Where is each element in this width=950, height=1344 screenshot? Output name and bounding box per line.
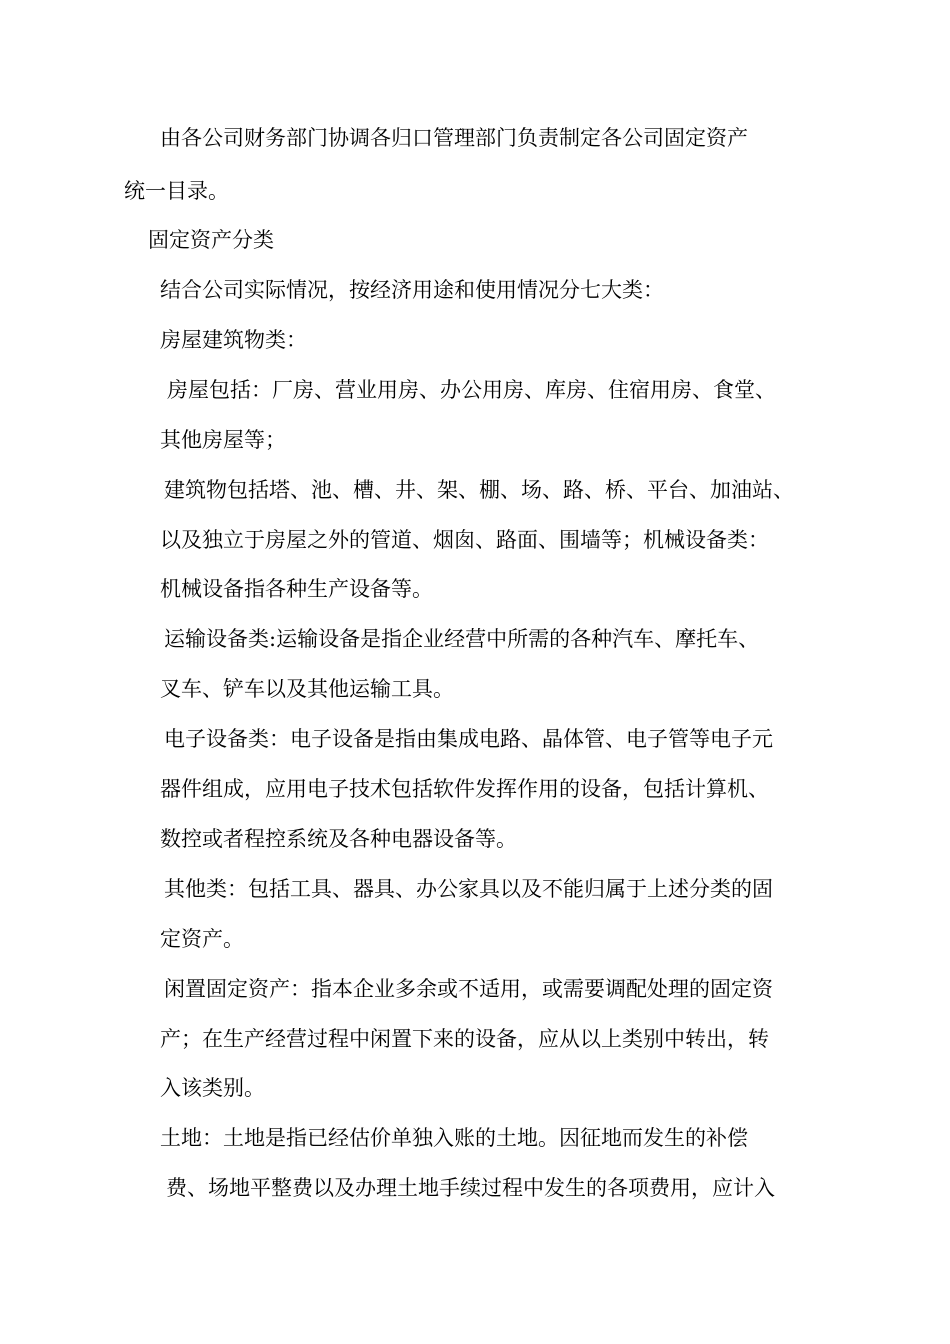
text-line: 以及独立于房屋之外的管道、烟囱、路面、围墙等；机械设备类： xyxy=(160,528,769,552)
text-line: 房屋建筑物类： xyxy=(160,328,307,352)
text-line: 房屋包括：厂房、营业用房、办公用房、库房、住宿用房、食堂、 xyxy=(167,378,776,402)
text-line: 土地：土地是指已经估价单独入账的土地。因征地而发生的补偿 xyxy=(160,1126,748,1150)
text-line: 建筑物包括塔、池、槽、井、架、棚、场、路、桥、平台、加油站、 xyxy=(164,478,794,502)
text-line: 由各公司财务部门协调各归口管理部门负责制定各公司固定资产 xyxy=(160,126,748,150)
text-line: 入该类别。 xyxy=(160,1076,265,1100)
text-line: 数控或者程控系统及各种电器设备等。 xyxy=(160,827,517,851)
text-line: 器件组成，应用电子技术包括软件发挥作用的设备，包括计算机、 xyxy=(160,777,769,801)
text-line: 统一目录。 xyxy=(124,179,229,203)
text-line: 其他房屋等； xyxy=(160,428,286,452)
text-line: 电子设备类：电子设备是指由集成电路、晶体管、电子管等电子元 xyxy=(164,727,773,751)
text-line: 闲置固定资产：指本企业多余或不适用，或需要调配处理的固定资 xyxy=(164,977,773,1001)
text-line: 产；在生产经营过程中闲置下来的设备，应从以上类别中转出，转 xyxy=(160,1027,769,1051)
text-line: 定资产。 xyxy=(160,927,244,951)
text-line: 叉车、铲车以及其他运输工具。 xyxy=(160,677,454,701)
text-line: 其他类：包括工具、器具、办公家具以及不能归属于上述分类的固 xyxy=(164,877,773,901)
text-line: 结合公司实际情况，按经济用途和使用情况分七大类： xyxy=(160,278,664,302)
text-line: 运输设备类:运输设备是指企业经营中所需的各种汽车、摩托车、 xyxy=(164,627,760,651)
section-heading: 固定资产分类 xyxy=(148,228,274,252)
text-line: 费、场地平整费以及办理土地手续过程中发生的各项费用，应计入 xyxy=(166,1176,775,1200)
text-line: 机械设备指各种生产设备等。 xyxy=(160,577,433,601)
